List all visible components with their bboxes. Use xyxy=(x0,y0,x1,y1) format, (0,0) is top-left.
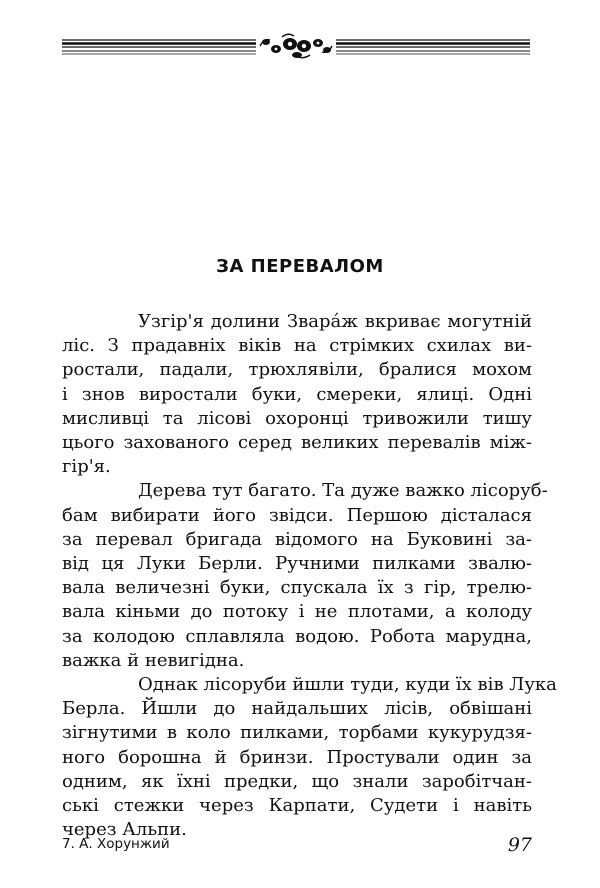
text-line: за колодою сплавляла водою. Робота марудна, xyxy=(62,625,532,647)
text-line: одним, як їхні предки, що знали заробітчан- xyxy=(62,770,532,792)
page-number: 97 xyxy=(507,834,532,856)
text-line: через Альпи. xyxy=(62,819,187,841)
text-line: вала кіньми до потоку і не плотами, а колоду xyxy=(62,601,532,623)
text-line: ліс. З прадавніх віків на стрімких схилах ви- xyxy=(62,335,532,357)
text-line: Дерева тут багато. Та дуже важко лісоруб- xyxy=(138,480,548,502)
text-line: цього захованого серед великих перевалів між- xyxy=(62,432,532,454)
text-line: зігнутими в коло пилками, торбами кукурудзя- xyxy=(62,722,532,744)
text-line: вала величезні буки, спускала їх з гір, трелю- xyxy=(62,577,532,599)
text-line: Берла. Йшли до найдальших лісів, обвішані xyxy=(62,698,532,720)
text-line: за перевал бригада відомого на Буковині за- xyxy=(62,528,532,550)
text-line: мисливці та лісові охоронці тривожили тишу xyxy=(62,407,532,429)
paragraph-3 xyxy=(62,673,557,842)
floral-rule-ornament-icon xyxy=(62,30,530,64)
text-line: ростали, падали, трюхлявіли, бралися мохом xyxy=(62,359,532,381)
body-text xyxy=(62,310,557,842)
text-line: бам вибирати його звідси. Першою дісталася xyxy=(62,504,532,526)
text-line: Однак лісоруби йшли туди, куди їх вів Лука xyxy=(138,674,557,696)
text-line: гір'я. xyxy=(62,456,111,478)
text-line: ного борошна й бринзи. Простували один за xyxy=(62,746,532,768)
text-line: і знов виростали буки, смереки, ялиці. Одні xyxy=(62,383,532,405)
text-line: Узгір'я долини Зварáж вкриває могутній xyxy=(138,311,532,332)
text-line: важка й невигідна. xyxy=(62,649,245,671)
text-line: ські стежки через Карпати, Судети і навіть xyxy=(62,795,532,817)
paragraph-2 xyxy=(62,479,548,673)
printer-signature: 7. А. Хорунжий xyxy=(62,836,170,852)
paragraph-1 xyxy=(62,310,532,479)
text-line: від ця Луки Берли. Ручними пилками звалю- xyxy=(62,553,532,575)
chapter-title: ЗА ПЕРЕВАЛОМ xyxy=(216,256,384,277)
